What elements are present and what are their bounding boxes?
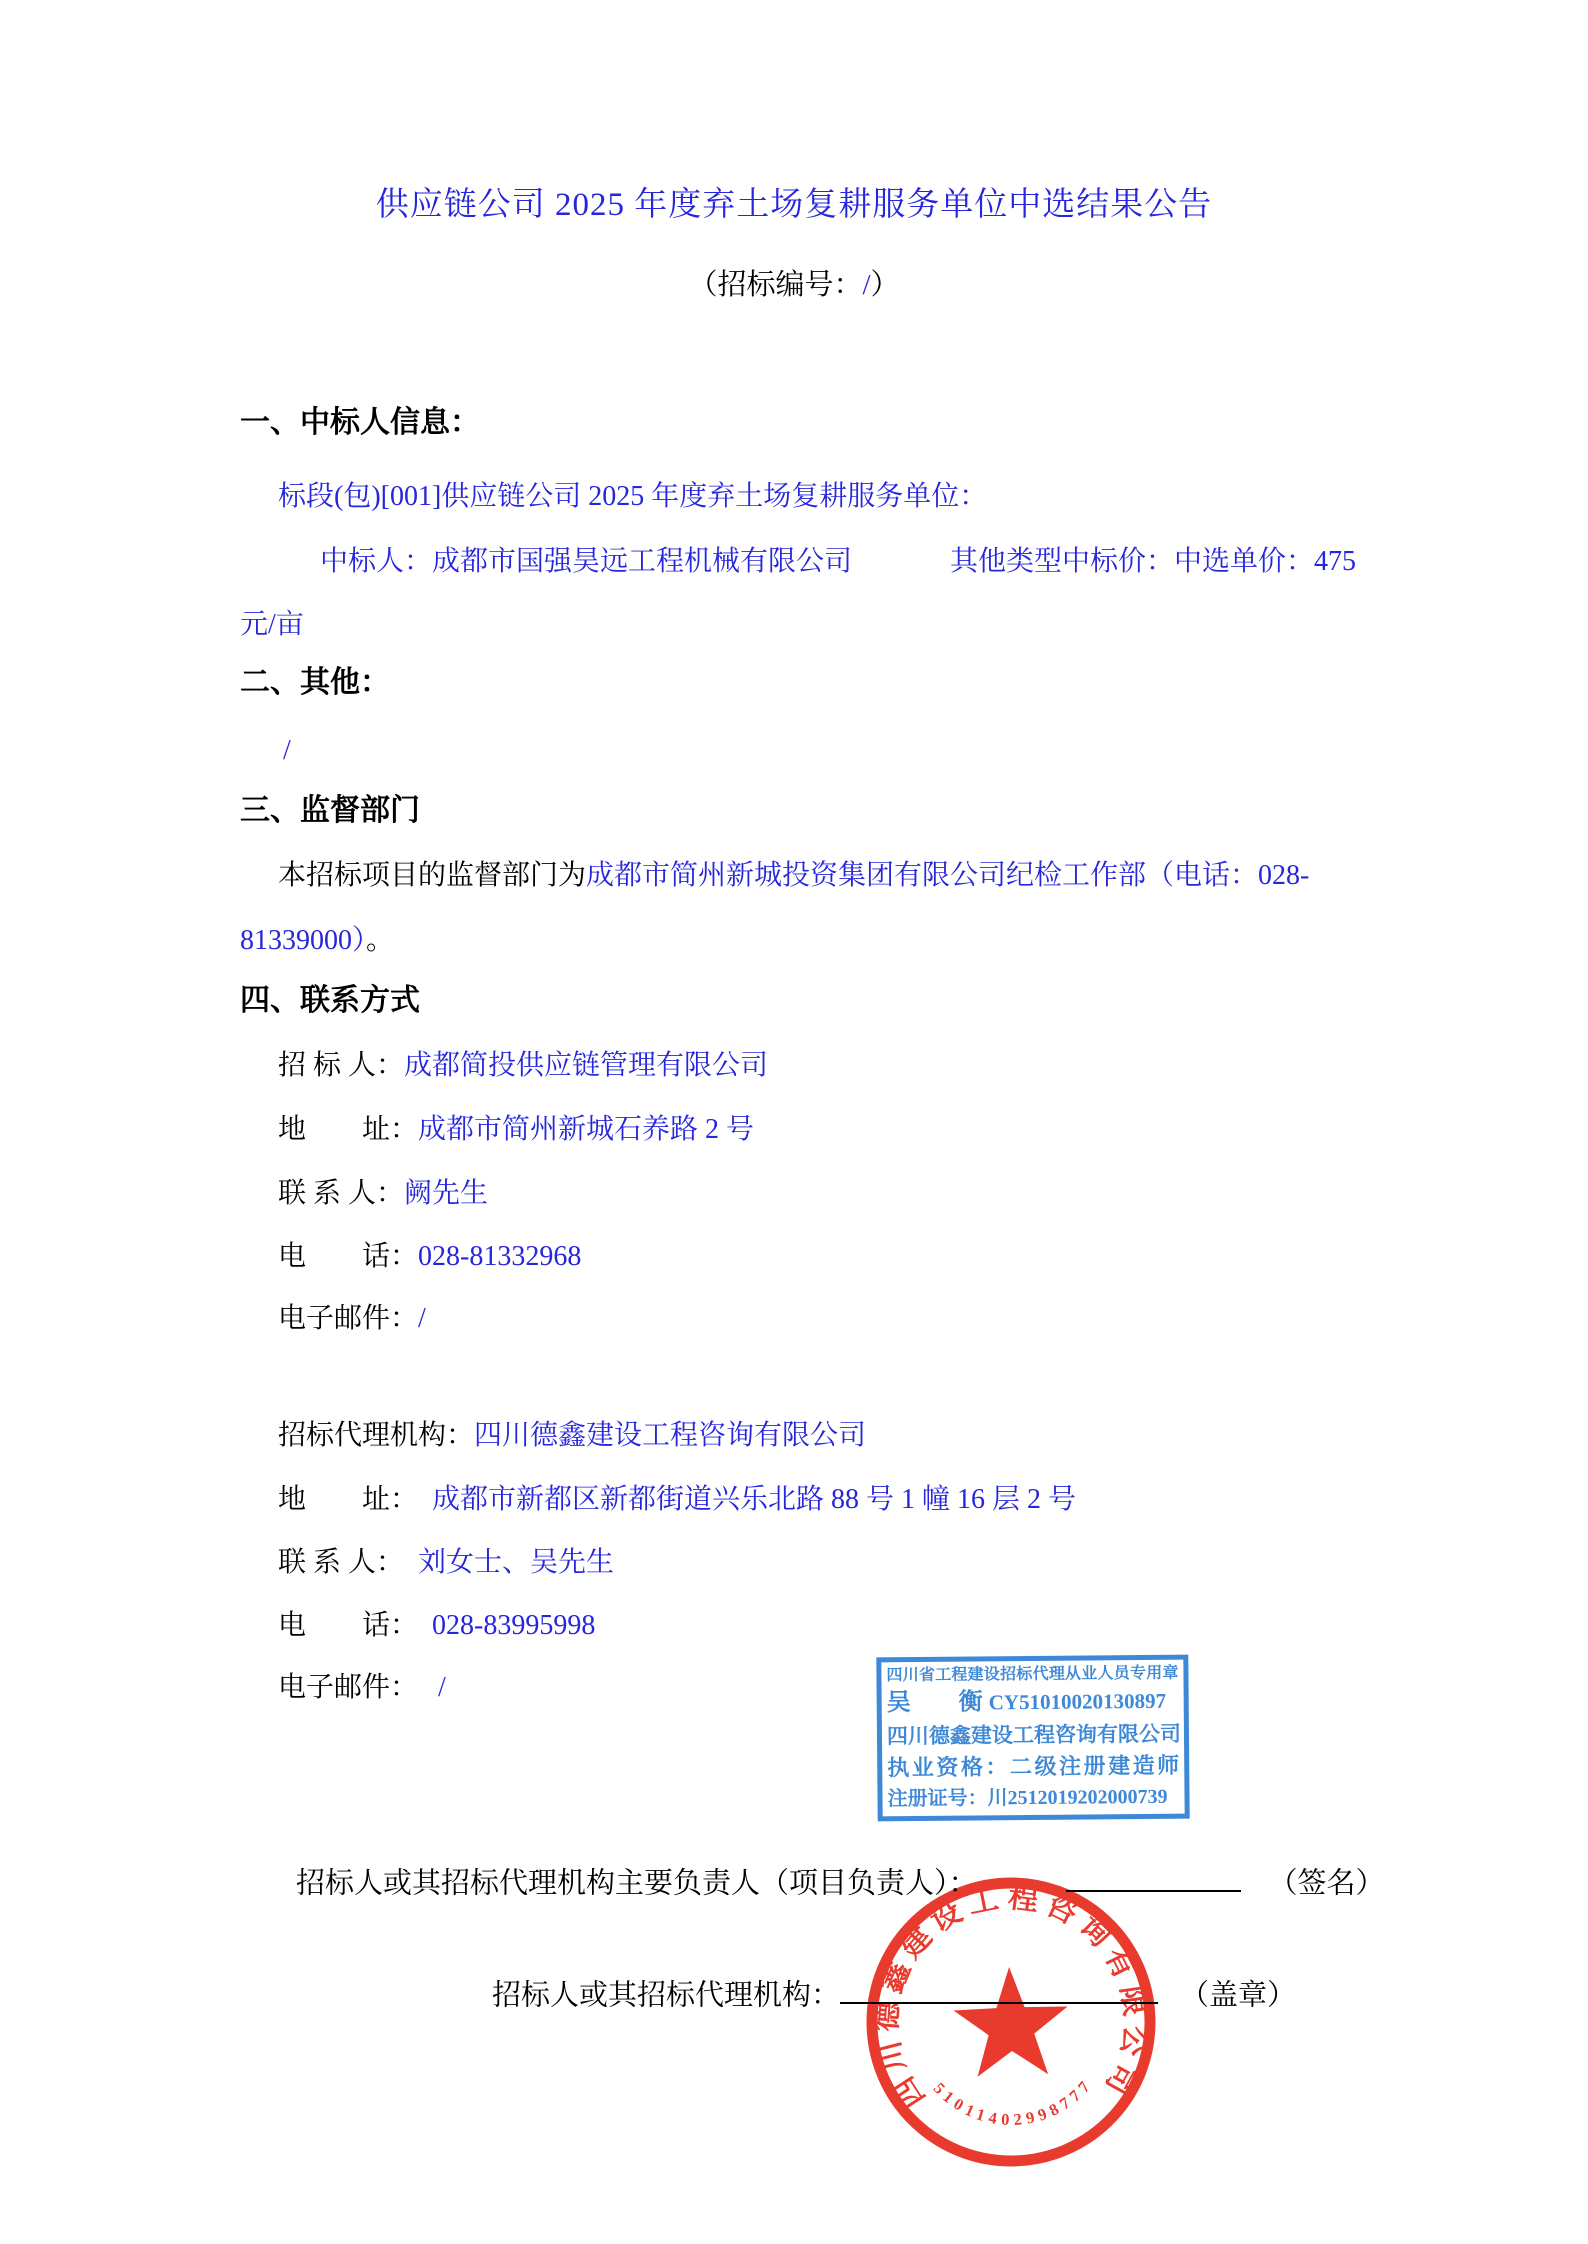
seal-line-suffix: （盖章） — [1180, 1979, 1297, 2012]
agency-email-value: / — [438, 1672, 446, 1703]
section2-value: / — [283, 735, 291, 766]
section4-heading: 四、联系方式 — [240, 984, 420, 1017]
agency-name-row — [278, 1417, 866, 1455]
agency-phone-label: 电 话： — [278, 1610, 419, 1641]
stamp-agent-name: 吴 衡 — [886, 1689, 983, 1717]
seal-star-icon — [952, 1965, 1070, 2077]
lot-line: 标段(包)[001]供应链公司 2025 年度弃土场复耕服务单位： — [278, 481, 988, 512]
agency-address-row — [278, 1481, 1076, 1519]
signature-line-label: 招标人或其招标代理机构主要负责人（项目负责人）： — [296, 1867, 978, 1900]
agency-email-label: 电子邮件： — [278, 1672, 419, 1703]
seal-company-text: 四川德鑫建设工程咨询有限公司 — [870, 1880, 1153, 2114]
winner-price-line: 其他类型中标价：中选单价：475 — [950, 546, 1357, 577]
agency-address-value: 成都市新都区新都街道兴乐北路 88 号 1 幢 16 层 2 号 — [432, 1484, 1077, 1515]
section3-heading: 三、监督部门 — [240, 794, 420, 827]
section1-heading: 一、中标人信息： — [240, 406, 480, 439]
tenderer-address-row — [278, 1111, 754, 1149]
agent-qualification-stamp — [876, 1655, 1189, 1822]
tenderer-phone-value: 028-81332968 — [418, 1241, 582, 1272]
stamp-registration-no: 注册证号：川2512019202000739 — [887, 1785, 1168, 1811]
company-seal — [856, 1867, 1166, 2177]
tender-number-value: / — [862, 269, 871, 301]
stamp-agent-row — [887, 1686, 1179, 1719]
tender-number-suffix: ） — [870, 269, 900, 301]
supervision-text-black: 本招标项目的监督部门为 — [278, 860, 587, 891]
agency-phone-row — [278, 1607, 595, 1645]
page-title: 供应链公司 2025 年度弃土场复耕服务单位中选结果公告 — [375, 187, 1213, 223]
agency-contact-label: 联 系 人： — [278, 1547, 405, 1578]
winner-price-unit: 元/亩 — [240, 609, 304, 640]
tenderer-address-label: 地 址： — [278, 1114, 419, 1145]
agency-name-value: 四川德鑫建设工程咨询有限公司 — [474, 1420, 867, 1451]
tenderer-email-row — [278, 1300, 426, 1338]
tenderer-phone-row — [278, 1238, 581, 1276]
seal-line-label: 招标人或其招标代理机构： — [492, 1979, 841, 2012]
agency-name-label: 招标代理机构： — [278, 1420, 475, 1451]
supervision-text-blue: 成都市简州新城投资集团有限公司纪检工作部（电话：028- — [586, 860, 1310, 891]
tenderer-name-row — [278, 1047, 768, 1085]
agency-email-row — [278, 1669, 446, 1707]
supervision-phone: 81339000） — [240, 925, 367, 956]
tenderer-phone-label: 电 话： — [278, 1241, 419, 1272]
tenderer-email-value: / — [418, 1303, 426, 1334]
stamp-company: 四川德鑫建设工程咨询有限公司 — [886, 1721, 1182, 1748]
signature-line-suffix: （签名） — [1268, 1867, 1385, 1900]
tenderer-name-value: 成都简投供应链管理有限公司 — [404, 1050, 769, 1081]
tender-number-line — [0, 266, 1588, 304]
tenderer-contact-row — [278, 1175, 488, 1213]
tenderer-name-label: 招 标 人： — [278, 1050, 405, 1081]
seal-code-text: 51011402998777 — [929, 2073, 1097, 2130]
signature-line — [296, 1860, 1385, 1902]
agency-address-label: 地 址： — [278, 1484, 419, 1515]
agency-phone-value: 028-83995998 — [432, 1610, 596, 1641]
supervision-line2 — [240, 922, 394, 960]
tenderer-contact-label: 联 系 人： — [278, 1178, 405, 1209]
winner-line: 中标人：成都市国强昊远工程机械有限公司 — [320, 546, 853, 577]
tenderer-address-value: 成都市简州新城石养路 2 号 — [418, 1114, 755, 1145]
tenderer-email-label: 电子邮件： — [278, 1303, 419, 1334]
tenderer-contact-value: 阙先生 — [404, 1178, 489, 1209]
supervision-period: 。 — [366, 925, 395, 956]
stamp-qualification: 执业资格：二级注册建造师 — [887, 1752, 1180, 1781]
agency-contact-value: 刘女士、吴先生 — [418, 1547, 615, 1578]
supervision-line1 — [278, 857, 1309, 895]
stamp-agent-code: CY51010020130897 — [988, 1689, 1167, 1715]
tender-number-prefix: （招标编号： — [688, 269, 863, 301]
section2-heading: 二、其他： — [240, 666, 390, 699]
stamp-title: 四川省工程建设招标代理从业人员专用章 — [886, 1664, 1179, 1685]
agency-contact-row — [278, 1544, 614, 1582]
